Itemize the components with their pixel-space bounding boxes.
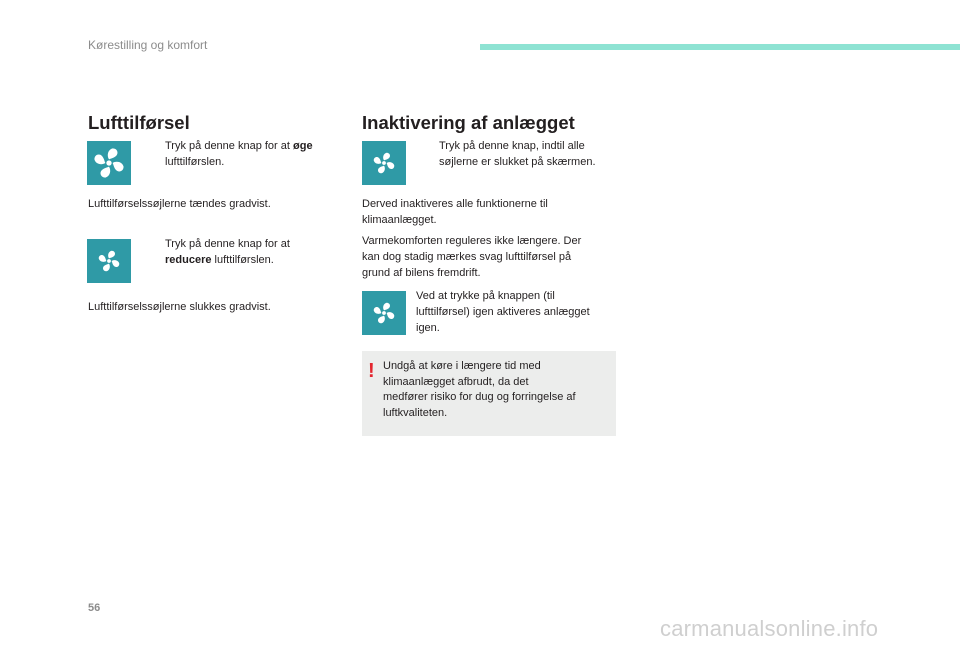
deactivation-paragraph: Derved inaktiveres alle funktionerne til klimaanlægget.	[362, 198, 548, 226]
reactivate-instruction: Ved at trykke på knappen (til lufttilførsel) igen aktiveres anlægget igen.	[416, 290, 590, 334]
warning-text: Undgå at køre i længere tid med klimaanlægget afbrudt, da det medfører risiko for dug og forringelse af luftkvaliteten.	[383, 360, 576, 419]
decrease-instruction: Tryk på denne knap for at reducere lufttilførslen.	[165, 238, 290, 266]
watermark: carmanualsonline.info	[660, 616, 879, 641]
fan-reactivate-button[interactable]	[362, 291, 406, 335]
increase-instruction: Tryk på denne knap for at øge lufttilførslen.	[165, 140, 313, 168]
fan-decrease-button[interactable]	[87, 239, 131, 283]
fan-off-button[interactable]	[362, 141, 406, 185]
header-accent-bar	[480, 44, 960, 50]
decrease-note: Lufttilførselssøjlerne slukkes gradvist.	[88, 301, 271, 313]
fan-icon	[372, 151, 396, 175]
off-instruction: Tryk på denne knap, indtil alle søjlerne er slukket på skærmen.	[439, 140, 596, 168]
page-number: 56	[88, 602, 101, 614]
fan-increase-button[interactable]	[87, 141, 131, 185]
increase-note: Lufttilførselssøjlerne tændes gradvist.	[88, 198, 271, 210]
comfort-paragraph: Varmekomforten reguleres ikke længere. Der kan dog stadig mærkes svag lufttilførsel på grund af bilens fremdrift.	[362, 235, 582, 279]
fan-icon	[97, 249, 121, 273]
deactivation-heading: Inaktivering af anlægget	[362, 112, 575, 133]
airflow-heading: Lufttilførsel	[88, 112, 190, 133]
fan-icon	[92, 146, 126, 180]
fan-icon	[372, 301, 396, 325]
section-title: Kørestilling og komfort	[88, 38, 208, 52]
warning-icon: !	[368, 360, 375, 382]
